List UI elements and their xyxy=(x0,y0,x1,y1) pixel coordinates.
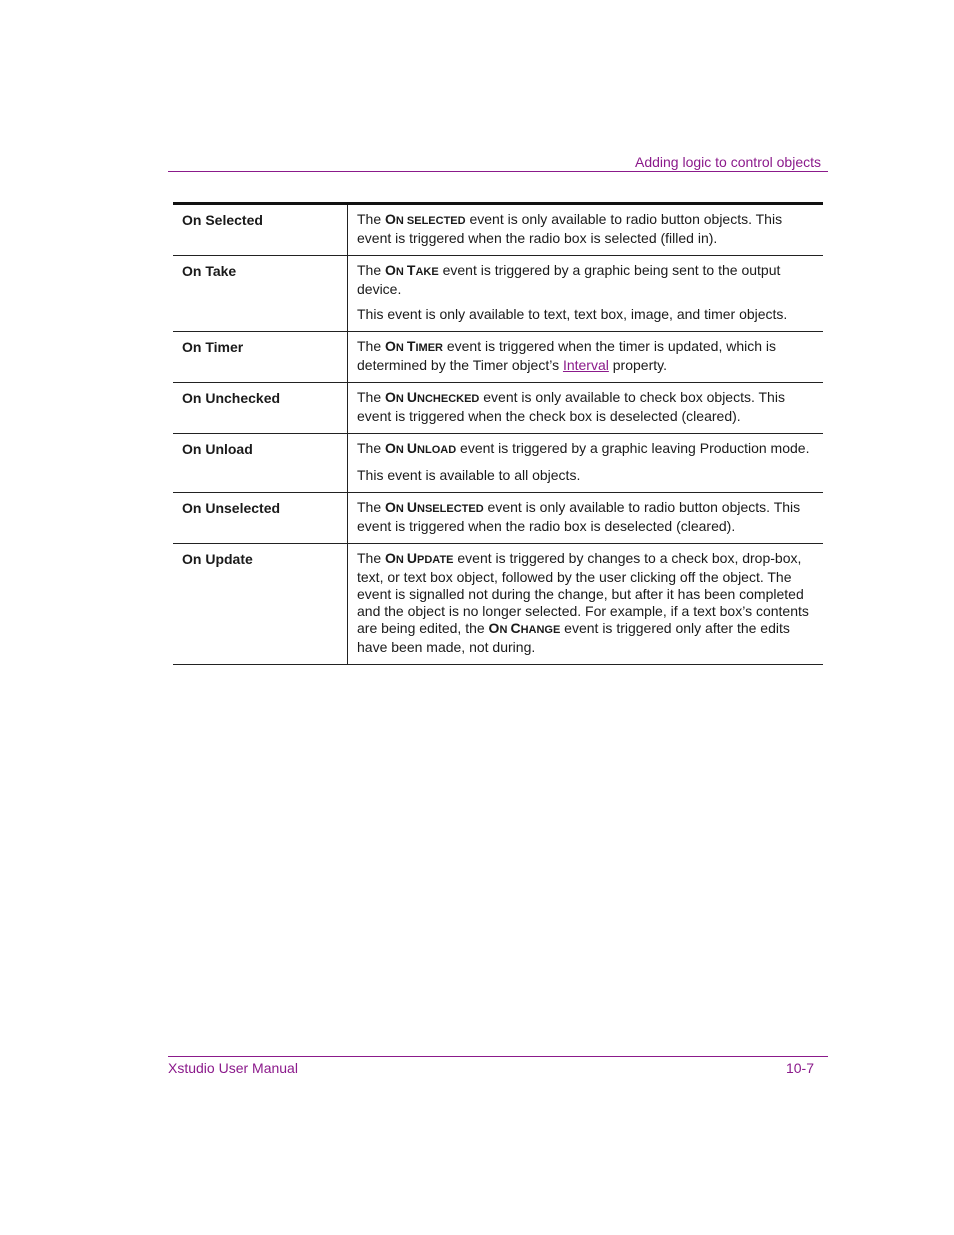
event-description: The ON TAKE event is triggered by a graphic being sent to the output device. This event is only available to text, text box, image, and timer objects. xyxy=(357,262,788,322)
event-keyword: ON TIMER xyxy=(385,338,443,354)
event-keyword: ON UPDATE xyxy=(385,550,454,566)
event-name: On Unload xyxy=(173,434,348,493)
table-row xyxy=(173,204,823,256)
event-name: On Unchecked xyxy=(173,383,348,434)
table-row xyxy=(173,544,823,665)
event-name: On Selected xyxy=(173,204,348,256)
table-row xyxy=(173,493,823,544)
event-name: On Update xyxy=(173,544,348,665)
event-keyword: ON UNLOAD xyxy=(385,440,457,456)
footer-rule xyxy=(168,1056,828,1057)
event-keyword: ON UNCHECKED xyxy=(385,389,480,405)
event-description: The ON UNSELECTED event is only available to radio button objects. This event is triggered when the radio box is deselected (cleared). xyxy=(357,499,801,534)
table-row xyxy=(173,332,823,383)
event-keyword: ON TAKE xyxy=(385,262,439,278)
footer-manual-title: Xstudio User Manual xyxy=(168,1060,298,1076)
event-name: On Unselected xyxy=(173,493,348,544)
table-row xyxy=(173,434,823,493)
event-name: On Take xyxy=(173,256,348,332)
event-name: On Timer xyxy=(173,332,348,383)
running-header: Adding logic to control objects xyxy=(635,154,821,170)
event-description: The ON UPDATE event is triggered by changes to a check box, drop-box, text, or text box object, followed by the user clicking off the object. The event is signalled not during the change, but after it has been completed and the object is no longer selected. For example, if a text box’s contents are being edited, the ON CHANGE event is triggered only after the edits have been made, not during. xyxy=(357,550,809,655)
event-keyword: ON CHANGE xyxy=(488,620,561,636)
table-row xyxy=(173,383,823,434)
event-description: The ON UNCHECKED event is only available to check box objects. This event is triggered when the check box is deselected (cleared). xyxy=(357,389,785,424)
events-table xyxy=(173,202,823,665)
event-keyword: ON SELECTED xyxy=(385,211,466,227)
table-row xyxy=(173,256,823,332)
page-number: 10-7 xyxy=(785,1060,814,1076)
interval-link[interactable]: Interval xyxy=(562,357,609,373)
header-rule xyxy=(168,171,828,172)
event-description: The ON SELECTED event is only available to radio button objects. This event is triggered when the radio box is selected (filled in). xyxy=(357,211,783,246)
event-keyword: ON UNSELECTED xyxy=(385,499,484,515)
event-description: The ON UNLOAD event is triggered by a graphic leaving Production mode. This event is available to all objects. xyxy=(357,440,810,483)
event-description: The ON TIMER event is triggered when the timer is updated, which is determined by the Timer object’s Interval property. xyxy=(357,338,777,373)
